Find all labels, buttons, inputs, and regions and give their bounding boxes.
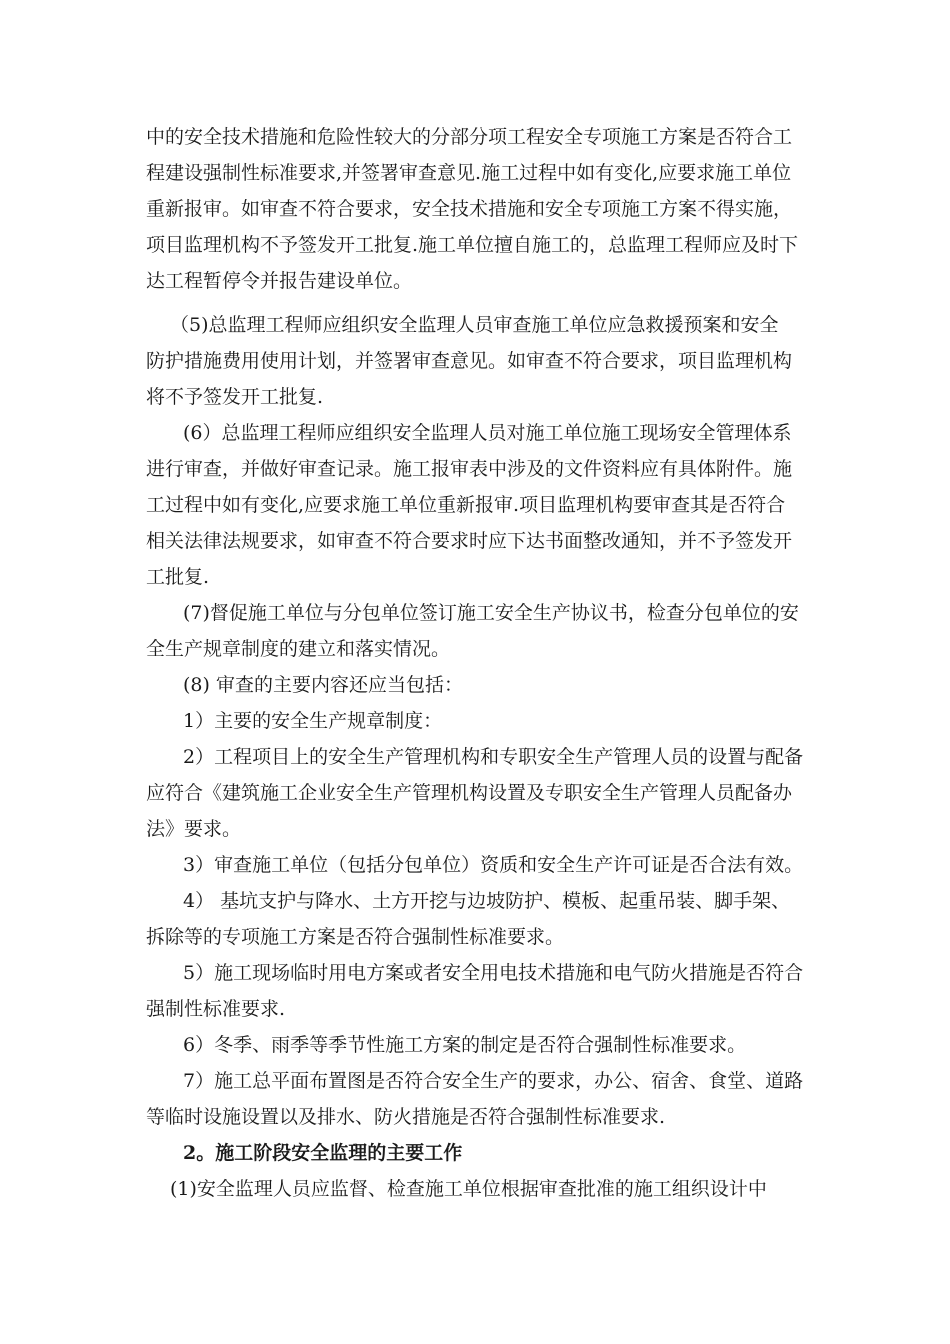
paragraph-8-line: (8) 审查的主要内容还应当包括： <box>183 674 463 696</box>
list-item-4-first-line: 4） 基坑支护与降水、土方开挖与边坡防护、模板、起重吊装、脚手架、 <box>183 890 791 912</box>
body-text-line: 应符合《建筑施工企业安全生产管理机构设置及专职安全生产管理人员配备办 <box>146 782 793 804</box>
body-text-line: 将不予签发开工批复. <box>146 386 324 408</box>
body-text-line: 全生产规章制度的建立和落实情况。 <box>146 638 451 660</box>
body-text-line: 进行审查，并做好审查记录。施工报审表中涉及的文件资料应有具体附件。施 <box>146 458 793 480</box>
list-item-2-first-line: 2）工程项目上的安全生产管理机构和专职安全生产管理人员的设置与配备 <box>183 746 804 768</box>
body-text-line: 工过程中如有变化,应要求施工单位重新报审.项目监理机构要审查其是否符合 <box>146 494 786 516</box>
paragraph-7-first-line: (7)督促施工单位与分包单位签订施工安全生产协议书，检查分包单位的安 <box>183 602 799 624</box>
paragraph-1-first-line: (1)安全监理人员应监督、检查施工单位根据审查批准的施工组织设计中 <box>170 1178 767 1200</box>
list-item-7-first-line: 7）施工总平面布置图是否符合安全生产的要求，办公、宿舍、食堂、道路 <box>183 1070 804 1092</box>
list-item-1: 1）主要的安全生产规章制度： <box>183 710 443 732</box>
body-text-line: 项目监理机构不予签发开工批复.施工单位擅自施工的，总监理工程师应及时下 <box>146 234 799 256</box>
body-text-line: 防护措施费用使用计划，并签署审查意见。如审查不符合要求，项目监理机构 <box>146 350 793 372</box>
body-text-line: 法》要求。 <box>146 818 242 840</box>
body-text-line: 工批复. <box>146 566 210 588</box>
body-text-line: 等临时设施设置以及排水、防火措施是否符合强制性标准要求. <box>146 1106 666 1128</box>
body-text-line: 相关法律法规要求，如审查不符合要求时应下达书面整改通知，并不予签发开 <box>146 530 793 552</box>
list-item-6: 6）冬季、雨季等季节性施工方案的制定是否符合强制性标准要求。 <box>183 1034 747 1056</box>
body-text-line: 强制性标准要求. <box>146 998 286 1020</box>
body-text-line: 重新报审。如审查不符合要求，安全技术措施和安全专项施工方案不得实施， <box>146 198 793 220</box>
body-text-line: 达工程暂停令并报告建设单位。 <box>146 270 413 292</box>
paragraph-6-first-line: (6）总监理工程师应组织安全监理人员对施工单位施工现场安全管理体系 <box>183 422 792 444</box>
body-text-line: 拆除等的专项施工方案是否符合强制性标准要求。 <box>146 926 565 948</box>
list-item-5-first-line: 5）施工现场临时用电方案或者安全用电技术措施和电气防火措施是否符合 <box>183 962 804 984</box>
section-heading: 2。施工阶段安全监理的主要工作 <box>183 1142 463 1164</box>
body-text-line: 中的安全技术措施和危险性较大的分部分项工程安全专项施工方案是否符合工 <box>146 126 793 148</box>
paragraph-5-first-line: （5)总监理工程师应组织安全监理人员审查施工单位应急救援预案和安全 <box>170 314 779 336</box>
list-item-3: 3）审查施工单位（包括分包单位）资质和安全生产许可证是否合法有效。 <box>183 854 804 876</box>
body-text-line: 程建设强制性标准要求,并签署审查意见.施工过程中如有变化,应要求施工单位 <box>146 162 792 184</box>
